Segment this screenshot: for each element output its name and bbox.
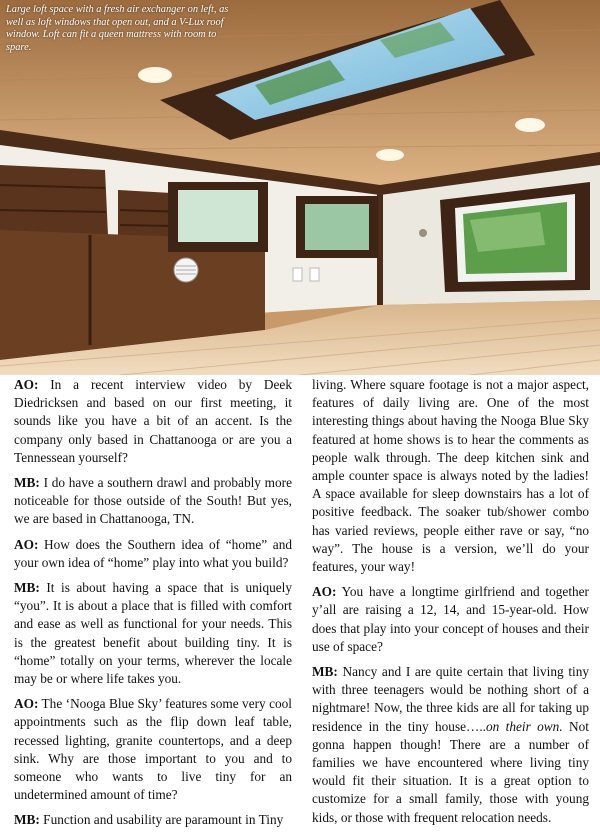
paragraph-text: I do have a southern drawl and probably more noticeable for those outside of the South! But yes, we are based in Chattanooga, TN.: [14, 475, 292, 527]
continued-paragraph: living. Where square footage is not a major aspect, features of daily living are. One of the most interesting things about having the Nooga Blue Sky featured at home shows is to hear the comments as people walk through. The deep kitchen sink and ample counter space is always noted by the ladies! A space available for sleep downstairs has a lot of positive feedback. The soaker tub/shower combo has varied reviews, people either rave or say, “no way”. The house is a version, we’ll do your features, your way!: [312, 377, 589, 575]
speaker-label: AO:: [14, 696, 39, 712]
italic-phrase: on their own.: [485, 718, 563, 734]
photo-caption: Large loft space with a fresh air exchanger on left, as well as loft windows that open out, and a V-Lux roof window. Loft can fit a queen mattress with room to spare.: [6, 4, 229, 53]
interview-paragraph: [14, 811, 292, 829]
speaker-label: MB:: [312, 664, 338, 680]
interview-paragraph: [14, 536, 292, 572]
speaker-label: AO:: [14, 536, 39, 552]
paragraph-text: The ‘Nooga Blue Sky’ features some very cool appointments such as the flip down leaf table, recessed lighting, granite countertops, and a deep sink. Why are those important to you and to someone who wants to live tiny for an undetermined amount of time?: [14, 696, 292, 803]
speaker-label: AO:: [312, 584, 337, 600]
speaker-label: MB:: [14, 812, 40, 828]
paragraph-text: Function and usability are paramount in Tiny: [39, 812, 284, 828]
speaker-label: MB:: [14, 475, 40, 491]
loft-photo: [0, 0, 600, 375]
paragraph-text: It is about having a space that is uniquely “you”. It is about a place that is filled with comfort and ease as well as functional for your needs. This is the greatest benefit about building tiny. It is “home” totally on your terms, wherever the locale may be or where life takes you.: [14, 580, 292, 687]
interview-paragraph: [14, 376, 292, 467]
interview-paragraph: [14, 695, 292, 804]
paragraph-text: You have a longtime girlfriend and together y’all are raising a 12, 14, and 15-year-old. How does that play into your concept of houses and their use of space?: [312, 584, 589, 654]
interview-paragraph: [14, 579, 292, 688]
interview-paragraph: [312, 663, 589, 827]
interview-paragraph: [312, 583, 589, 656]
interview-left-column: [14, 376, 292, 837]
speaker-label: MB:: [14, 580, 40, 596]
paragraph-text: How does the Southern idea of “home” and your own idea of “home” play into what you build?: [14, 536, 292, 570]
paragraph-text: Nancy and I are quite certain that living tiny with three teenagers would be nothing short of a nightmare! Now, the three kids are all for taking up residence in the tiny house…..: [312, 664, 589, 734]
speaker-label: AO:: [14, 377, 39, 392]
loft-interior-illustration: [0, 0, 600, 375]
interview-paragraph: [14, 474, 292, 529]
paragraph-text: Not gonna happen though! There are a number of families we have encountered where living tiny would fit their situation. It is a great option to customize for a small family, those with young kids, or those with frequent relocation needs.: [312, 718, 589, 825]
paragraph-text: In a recent interview video by Deek Diedricksen and based on our first meeting, it sounds like you have a bit of an accent. Is the company only based in Chattanooga or are you a Tennessean yourself?: [14, 377, 292, 465]
interview-right-column: [312, 376, 589, 834]
